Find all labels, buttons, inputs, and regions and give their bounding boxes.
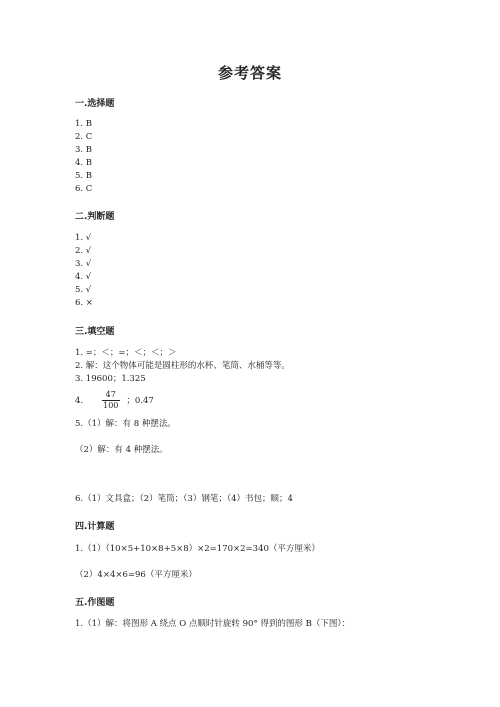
choice-answer-5: 5. B	[75, 171, 93, 181]
fraction	[101, 390, 120, 411]
fill-answer-3: 3. 19600；1.325	[75, 374, 146, 384]
fill-answer-5b: （2）解：有 4 种摆法。	[75, 445, 168, 455]
choice-answer-3: 3. B	[75, 145, 93, 155]
section-heading-calc: 四.计算题	[75, 522, 115, 532]
section-heading-judge: 二.判断题	[75, 212, 115, 222]
judge-answer-2: 2. √	[75, 246, 92, 256]
calc-answer-1: 1.（1）（10×5+10×8+5×8）×2=170×2=340（平方厘米）	[75, 544, 320, 554]
choice-answer-1: 1. B	[75, 119, 93, 129]
fill-answer-4-prefix: 4.	[75, 396, 84, 406]
calc-answer-2: （2）4×4×6=96（平方厘米）	[75, 570, 197, 580]
judge-answer-1: 1. √	[75, 233, 92, 243]
fill-answer-4	[75, 390, 154, 412]
fill-answer-1: 1. =；＜；=；＜；＜；＞	[75, 348, 177, 358]
choice-answer-4: 4. B	[75, 158, 93, 168]
judge-answer-3: 3. √	[75, 259, 92, 269]
judge-answer-5: 5. √	[75, 285, 92, 295]
fill-answer-6: 6.（1）文具盒；（2）笔筒；（3）钢笔；（4）书包；顺；4	[75, 494, 293, 504]
fill-answer-5a: 5.（1）解：有 8 种摆法。	[75, 419, 176, 429]
judge-answer-4: 4. √	[75, 272, 92, 282]
fill-answer-2: 2. 解：这个物体可能是圆柱形的水杯、笔筒、水桶等等。	[75, 361, 290, 371]
section-heading-choice: 一.选择题	[75, 99, 115, 109]
fraction-denominator: 100	[103, 401, 119, 410]
judge-answer-6: 6. ×	[75, 298, 93, 308]
fraction-numerator: 47	[105, 390, 116, 399]
fill-answer-4-suffix: ；0.47	[126, 396, 154, 406]
section-heading-draw: 五.作图题	[75, 598, 115, 608]
choice-answer-6: 6. C	[75, 184, 93, 194]
page-title: 参考答案	[217, 64, 282, 82]
section-heading-fill: 三.填空题	[75, 327, 115, 337]
choice-answer-2: 2. C	[75, 132, 93, 142]
draw-answer-1: 1.（1）解：将图形 A 绕点 O 点顺时针旋转 90° 得到的图形 B（下图）：	[75, 619, 351, 629]
